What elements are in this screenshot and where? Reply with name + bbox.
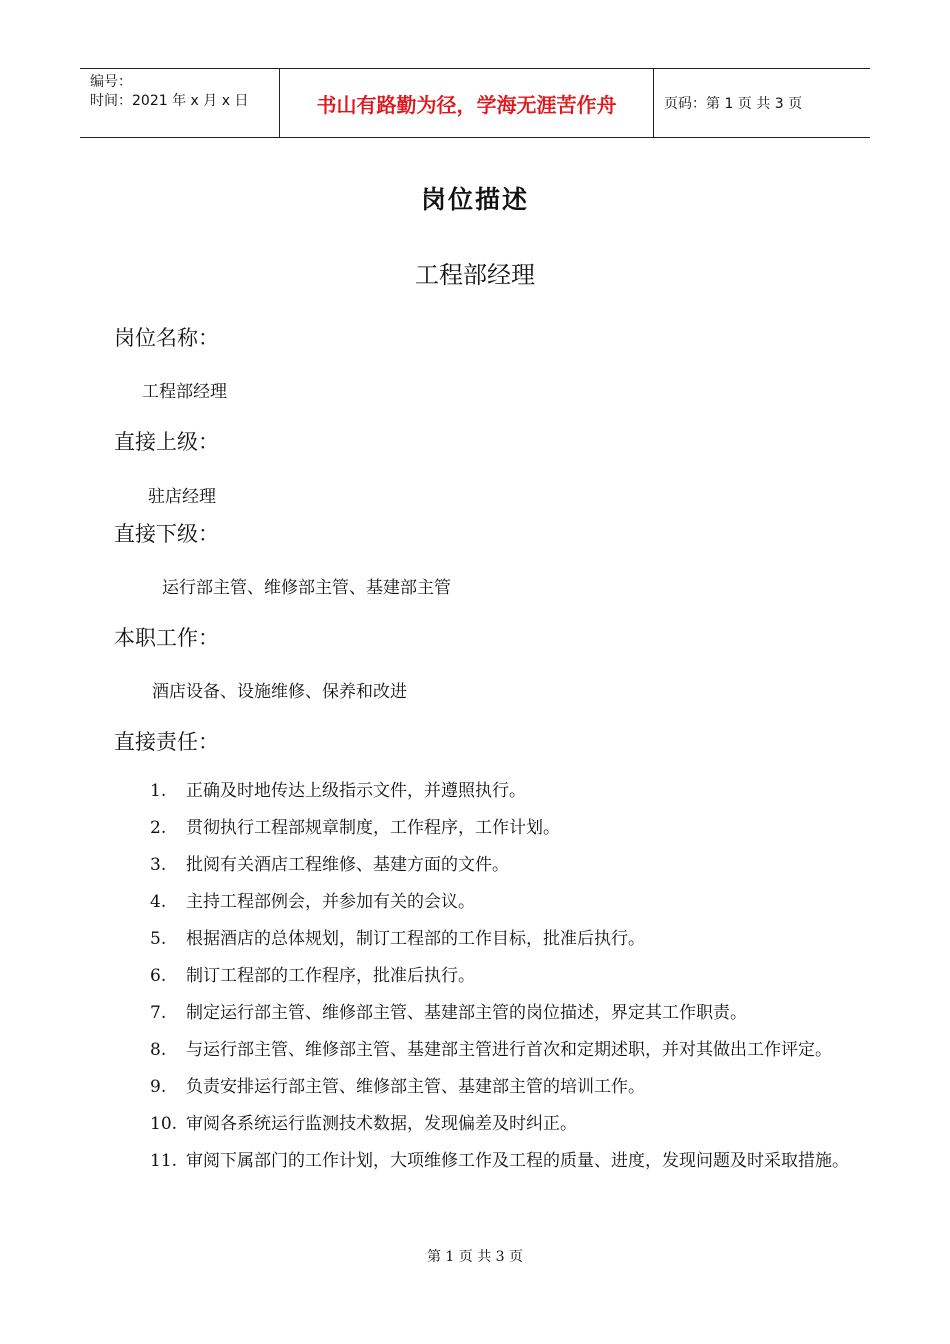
- position-name-value: 工程部经理: [142, 382, 227, 402]
- duty-number: 1.: [150, 781, 167, 801]
- duty-text: 审阅下属部门的工作计划，大项维修工作及工程的质量、进度，发现问题及时采取措施。: [186, 1151, 849, 1171]
- header-motto: 书山有路勤为径，学海无涯苦作舟: [280, 69, 654, 137]
- time-label: 时间：2021 年 x 月 x 日: [90, 93, 249, 109]
- duty-item: [150, 850, 850, 881]
- duty-item: [150, 1109, 850, 1140]
- superior-heading: 直接上级：: [114, 430, 219, 454]
- duty-item: [150, 1072, 850, 1103]
- duty-item: [150, 924, 850, 955]
- duties-list: [150, 776, 850, 1183]
- duty-number: 8.: [150, 1040, 167, 1060]
- duty-item: [150, 961, 850, 992]
- duty-text: 负责安排运行部主管、维修部主管、基建部主管的培训工作。: [186, 1077, 645, 1097]
- subordinates-value: 运行部主管、维修部主管、基建部主管: [162, 578, 451, 598]
- duty-text: 根据酒店的总体规划，制订工程部的工作目标，批准后执行。: [186, 929, 645, 949]
- duty-item: [150, 1146, 850, 1177]
- header-meta: [80, 69, 280, 137]
- duties-heading: 直接责任：: [114, 730, 219, 754]
- duty-number: 11.: [150, 1151, 178, 1171]
- duty-item: [150, 1035, 850, 1066]
- doc-subtitle: 工程部经理: [415, 261, 535, 289]
- duty-text: 批阅有关酒店工程维修、基建方面的文件。: [186, 855, 509, 875]
- position-name-heading: 岗位名称：: [114, 326, 219, 350]
- superior-value: 驻店经理: [148, 487, 216, 507]
- duty-text: 贯彻执行工程部规章制度，工作程序，工作计划。: [186, 818, 560, 838]
- duty-text: 制定运行部主管、维修部主管、基建部主管的岗位描述，界定其工作职责。: [186, 1003, 747, 1023]
- duty-number: 9.: [150, 1077, 167, 1097]
- duty-number: 5.: [150, 929, 167, 949]
- header-page-info: 页码：第 1 页 共 3 页: [664, 96, 803, 112]
- duty-number: 10.: [150, 1114, 178, 1134]
- duty-number: 4.: [150, 892, 167, 912]
- duty-text: 制订工程部的工作程序，批准后执行。: [186, 966, 475, 986]
- duty-item: [150, 776, 850, 807]
- duty-number: 3.: [150, 855, 167, 875]
- duty-text: 正确及时地传达上级指示文件，并遵照执行。: [186, 781, 526, 801]
- doc-title: 岗位描述: [420, 185, 529, 214]
- duty-item: [150, 813, 850, 844]
- core-work-heading: 本职工作：: [114, 626, 219, 650]
- core-work-value: 酒店设备、设施维修、保养和改进: [152, 682, 407, 702]
- duty-text: 审阅各系统运行监测技术数据，发现偏差及时纠正。: [186, 1114, 577, 1134]
- page-header: [80, 68, 870, 138]
- duty-item: [150, 887, 850, 918]
- subordinates-heading: 直接下级：: [114, 522, 219, 546]
- duty-text: 主持工程部例会，并参加有关的会议。: [186, 892, 475, 912]
- duty-item: [150, 998, 850, 1029]
- page-footer: 第 1 页 共 3 页: [426, 1249, 524, 1265]
- duty-number: 7.: [150, 1003, 167, 1023]
- duty-number: 2.: [150, 818, 167, 838]
- duty-text: 与运行部主管、维修部主管、基建部主管进行首次和定期述职，并对其做出工作评定。: [186, 1040, 832, 1060]
- duty-number: 6.: [150, 966, 167, 986]
- serial-label: 编号：: [90, 74, 132, 90]
